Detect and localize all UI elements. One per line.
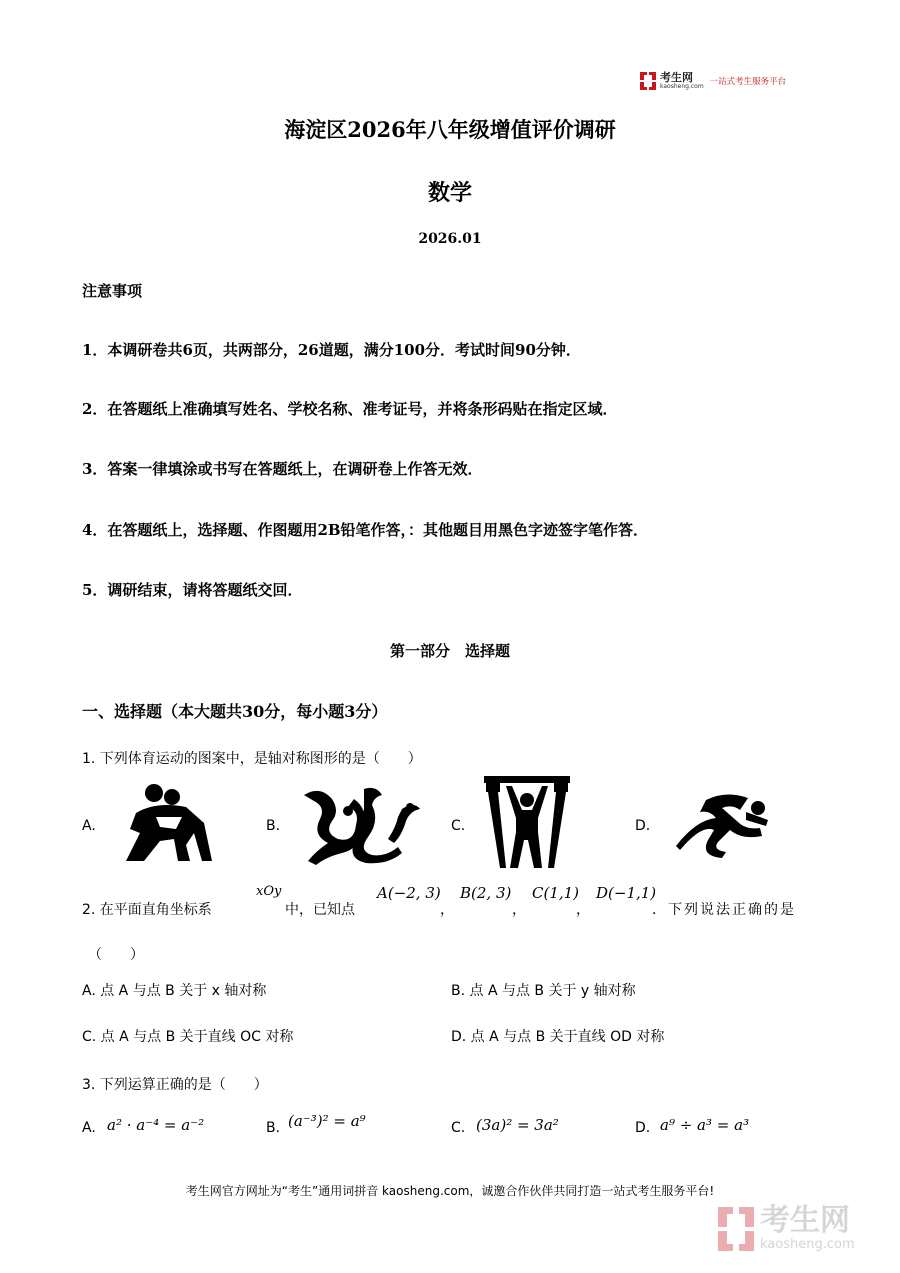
q2-point-d: D(−1,1) [596,884,657,902]
q3-stem: 3. 下列运算正确的是（ ） [82,1077,268,1093]
q2-comma: ， [440,902,454,918]
part-title: 一、选择题（本大题共30分，每小题3分） [82,702,388,721]
q1-option-c: C. [451,818,466,834]
watermark-logo-icon [718,1207,754,1251]
notice-item: 3．答案一律填涂或书写在答题纸上，在调研卷上作答无效． [82,460,483,478]
q3-option-a-label: A. [82,1120,96,1136]
subject-title: 数学 [427,180,472,206]
notice-item: 4．在答题纸上，选择题、作图题用2B铅笔作答，：其他题目用黑色字迹签字笔作答． [82,521,649,539]
q3-option-d: a⁹ ÷ a³ = a³ [660,1116,750,1134]
wrestling-icon [116,783,216,863]
q2-option-b: B. 点 A 与点 B 关于 y 轴对称 [451,983,636,999]
q1-option-b: B. [266,818,281,834]
q2-option-a: A. 点 A 与点 B 关于 x 轴对称 [82,983,267,999]
weightlifting-icon [484,776,570,868]
q3-option-d-label: D. [635,1120,651,1136]
notice-heading: 注意事项 [82,282,143,300]
q2-stem-pre: 2. 在平面直角坐标系 [82,902,212,918]
exam-date: 2026.01 [418,231,482,247]
q1-stem: 1. 下列体育运动的图案中，是轴对称图形的是（ ） [82,751,422,767]
q2-comma: ， [576,902,590,918]
q3-option-b-label: B. [266,1120,281,1136]
q2-point-c: C(1,1) [532,884,580,902]
q3-option-c: (3a)² = 3a² [476,1116,559,1134]
watermark [718,1205,855,1252]
q2-option-c: C. 点 A 与点 B 关于直线 OC 对称 [82,1029,294,1045]
notice-item: 2．在答题纸上准确填写姓名、学校名称、准考证号，并将条形码贴在指定区域． [82,400,618,418]
page-title: 海淀区2026年八年级增值评价调研 [284,117,616,142]
q2-stem-mid: 中，已知点 [285,902,355,918]
brand-name: 考生网 [660,71,693,84]
q2-point-b: B(2, 3) [460,884,512,902]
q2-option-d: D. 点 A 与点 B 关于直线 OD 对称 [451,1029,665,1045]
notice-item: 5．调研结束，请将答题纸交回． [82,581,303,599]
brand-slogan: 一站式考生服务平台 [709,77,787,87]
watermark-domain: kaosheng.com [760,1237,855,1252]
notice-item: 1．本调研卷共6页，共两部分，26道题，满分100分．考试时间90分钟． [82,341,581,359]
section-title: 第一部分 选择题 [389,642,510,660]
q2-stem-end: ．下列说法正确的是 [652,902,796,918]
q1-option-d: D. [635,818,651,834]
watermark-name: 考生网 [760,1203,850,1238]
q2-paren: （ ） [88,947,144,963]
q3-option-c-label: C. [451,1120,466,1136]
q3-option-b: (a⁻³)² = a⁹ [288,1112,366,1130]
q2-comma: ， [512,902,526,918]
dancing-icon [302,781,422,867]
brand-header [640,72,786,90]
brand-domain: kaosheng.com [660,83,704,90]
kaosheng-logo-icon [640,72,656,90]
running-icon [676,790,776,860]
q1-option-a: A. [82,818,96,834]
q2-coord: xOy [256,884,282,899]
footer-text: 考生网官方网址为“考生”通用词拼音 kaosheng.com，诚邀合作伙伴共同打造一站式考生服务平台! [185,1184,715,1198]
q3-option-a: a² · a⁻⁴ = a⁻² [107,1116,205,1134]
q2-point-a: A(−2, 3) [377,884,441,902]
